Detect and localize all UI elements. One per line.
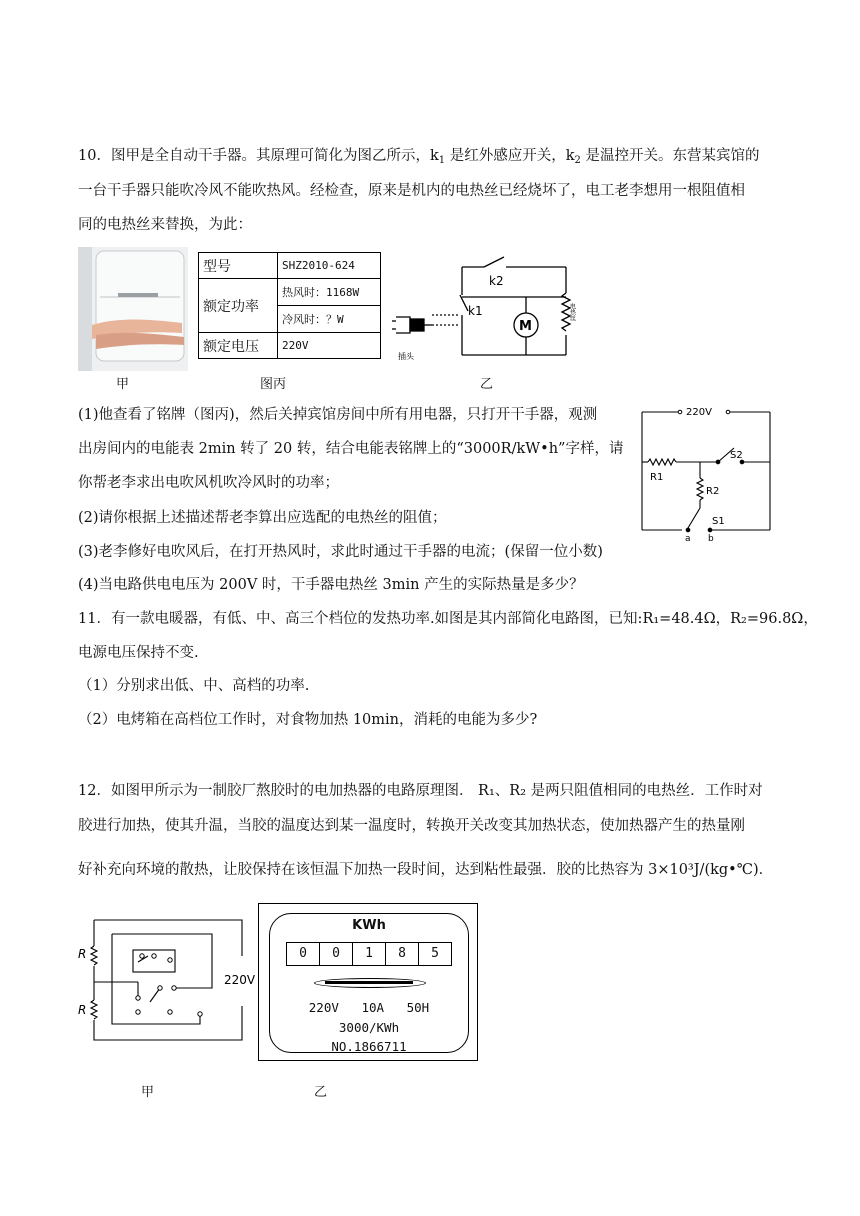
supply-voltage-label: 220V — [224, 973, 256, 987]
meter-digits — [286, 942, 452, 966]
glue-heater-circuit — [78, 916, 262, 1042]
q10-part3: (3)老李修好电吹风后，在打开热风时，求此时通过干手器的电流；(保留一位小数) — [78, 544, 603, 560]
q10-line1: 10．图甲是全自动干手器。其原理可简化为图乙所示，$k_1$ 是红外感应开关，$k_2$ 是温控开关。东营某宾馆的 — [78, 148, 760, 166]
s1-label: S1 — [712, 516, 725, 527]
supply-voltage-label: 220V — [686, 407, 712, 418]
dryer-circuit — [392, 255, 592, 367]
electric-meter — [258, 903, 478, 1061]
motor-label: M — [519, 319, 532, 334]
hand-dryer-photo — [78, 247, 188, 371]
q10-part2: (2)请你根据上述描述帮老李算出应选配的电热丝的阻值； — [78, 510, 447, 526]
plug-label: 插头 — [398, 352, 414, 361]
meter-specs: 220V 10A 50H — [308, 1000, 430, 1015]
caption-yi: 乙 — [480, 377, 494, 392]
q10-part1-c: 你帮老李求出电吹风机吹冷风时的功率； — [78, 475, 339, 491]
q11-line2: 电源电压保持不变. — [78, 645, 199, 661]
q11-line1: 11．有一款电暖器，有低、中、高三个档位的发热功率.如图是其内部简化电路图，已知:R₁=48.4Ω，R₂=96.8Ω， — [78, 611, 818, 627]
q10-line3: 同的电热丝来替换，为此： — [78, 217, 252, 233]
q12-line2: 胶进行加热，使其升温，当胶的温度达到某一温度时，转换开关改变其加热状态，使加热器产生的热量刚 — [78, 818, 745, 834]
r2-label: R — [78, 1003, 87, 1017]
caption-bing: 图丙 — [260, 377, 287, 392]
voltage-label: 额定电压 — [199, 333, 278, 359]
meter-serial: NO.1866711 — [331, 1039, 407, 1054]
q12-line3: 好补充向环境的散热，让胶保持在该恒温下加热一段时间，达到粘性最强．胶的比热容为 3×10³J/(kg•℃)． — [78, 862, 774, 878]
q10-line2: 一台干手器只能吹冷风不能吹热风。经检查，原来是机内的电热丝已经烧坏了，电工老李想用一根阻值相 — [78, 183, 745, 199]
meter-rate: 3000/KWh — [338, 1020, 400, 1035]
r1-label: R1 — [650, 472, 664, 483]
k2-label: k2 — [489, 274, 504, 288]
voltage-value: 220V — [278, 333, 381, 359]
meter-disc — [314, 978, 426, 988]
q12-caption-jia: 甲 — [141, 1085, 155, 1100]
q10-part4: (4)当电路供电电压为 200V 时，干手器电热丝 3min 产生的实际热量是多少？ — [78, 577, 584, 593]
meter-digit: 1 — [353, 943, 386, 965]
model-label: 型号 — [199, 253, 278, 279]
s2-label: S2 — [730, 450, 743, 461]
meter-digit: 5 — [431, 946, 439, 961]
q10-part1-b: 出房间内的电能表 2min 转了 20 转，结合电能表铭牌上的“3000R/kW•h”字样，请 — [78, 441, 624, 457]
q12-line1: 12．如图甲所示为一制胶厂熬胶时的电加热器的电路原理图． R₁、R₂ 是两只阻值相同的电热丝．工作时对 — [78, 783, 763, 799]
r1-label: R — [78, 947, 87, 961]
hot-power: 热风时：1168W — [278, 279, 381, 306]
q11-part2: （2）电烤箱在高档位工作时，对食物加热 10min，消耗的电能为多少? — [78, 712, 538, 728]
r2-label: R2 — [706, 486, 720, 497]
heater-circuit — [630, 404, 784, 544]
q12-caption-yi: 乙 — [314, 1085, 328, 1100]
model-value: SHZ2010-624 — [278, 253, 381, 279]
q10-part1-a: (1)他查看了铭牌（图丙)，然后关掉宾馆房间中所有用电器，只打开干手器，观测 — [78, 407, 598, 423]
cold-power: 冷风时：？W — [278, 306, 381, 333]
terminal-b-label: b — [708, 534, 714, 544]
power-label: 额定功率 — [199, 279, 278, 333]
k1-label: k1 — [468, 304, 483, 318]
q11-part1: （1）分别求出低、中、高档的功率. — [78, 678, 310, 694]
meter-digit: 0 — [287, 943, 320, 965]
meter-digit: 0 — [320, 943, 353, 965]
meter-unit: KWh — [352, 918, 386, 933]
meter-digit: 8 — [386, 943, 419, 965]
heater-label: 电热丝 — [568, 303, 576, 321]
terminal-a-label: a — [685, 534, 691, 544]
caption-jia: 甲 — [116, 377, 130, 392]
nameplate-table — [198, 252, 381, 359]
